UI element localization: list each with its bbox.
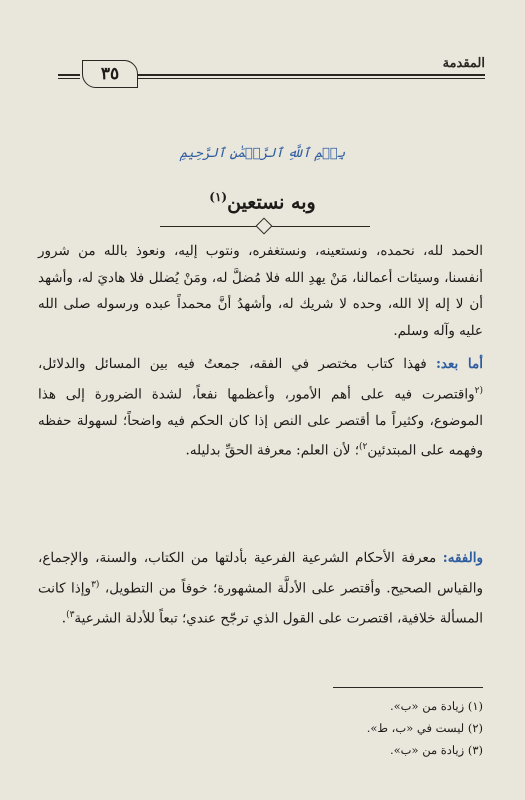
footnote-ref: (٣	[91, 579, 100, 590]
footnote-separator	[333, 687, 483, 688]
footnotes	[283, 695, 483, 761]
basmala: بِسۡمِ ٱللَّهِ ٱلرَّحۡمَٰنِ ٱلرَّحِيمِ	[179, 146, 346, 161]
paragraph-fiqh	[38, 545, 483, 632]
footnote-item: (١) زيادة من «ب».	[389, 699, 483, 713]
footnote-ref: ٢)	[359, 442, 368, 452]
footnote-item: (٢) ليست في «ب، ط».	[366, 721, 483, 735]
paragraph-text: واقتصرت فيه على أهم الأمور، وأعظمها نفعاً، لشدة الضرورة إلى هذا الموضوع، وكثيراً ما أقتصر على النص إذا كان الحكم فيه واضحاً؛ لسهولة حفظه وفهمه على المبتدئين	[38, 386, 483, 459]
paragraph-amma-baad	[38, 351, 483, 464]
section-title: المقدمة	[442, 56, 485, 71]
header-rule	[136, 74, 485, 79]
page-number: ٣٥	[82, 60, 138, 88]
footnote-ref: (٢	[474, 385, 483, 396]
header-rule-left	[58, 74, 80, 79]
chapter-heading	[0, 190, 525, 213]
paragraph-opening: الحمد لله، نحمده، ونستعينه، ونستغفره، ونتوب إليه، ونعوذ بالله من شرور أنفسنا، وسيئات أعمالنا، مَنْ يهدِ الله فلا مُضلَّ له، ومَنْ يُضلل فلا هاديَ له، وأشهد أن لا إله إلا الله، وحده لا شريك له، وأشهدُ أنَّ محمداً عبده ورسوله صلى الله عليه وآله وسلم.	[38, 243, 483, 339]
paragraph-text: فهذا كتاب مختصر في الفقه، جمعتُ فيه بين المسائل والدلائل،	[38, 356, 436, 372]
diamond-ornament-icon	[256, 218, 273, 235]
paragraph-text: ؛ لأن العلم: معرفة الحقِّ بدليله.	[185, 442, 360, 459]
heading-footnote-ref: (١)	[209, 190, 228, 204]
paragraph-text: وإذا كانت المسألة خلافية، اقتصرت على القول الذي ترجّح عندي؛ تبعاً للأدلة الشرعية	[38, 580, 483, 626]
running-header	[58, 56, 485, 90]
heading-text: وبه نستعين	[227, 191, 316, 214]
paragraph-lead: والفقه:	[442, 550, 483, 566]
paragraph-text: .	[61, 610, 67, 626]
footnote-ref: ٣)	[66, 609, 75, 620]
paragraph-lead: أما بعد:	[435, 356, 483, 372]
paragraph-text: معرفة الأحكام الشرعية الفرعية بأدلتها من الكتاب، والسنة، والإجماع، والقياس الصحيح. وأقتصر على الأدلَّة المشهورة؛ خوفاً من التطويل،	[38, 550, 483, 596]
footnote-item: (٣) زيادة من «ب».	[389, 743, 483, 757]
